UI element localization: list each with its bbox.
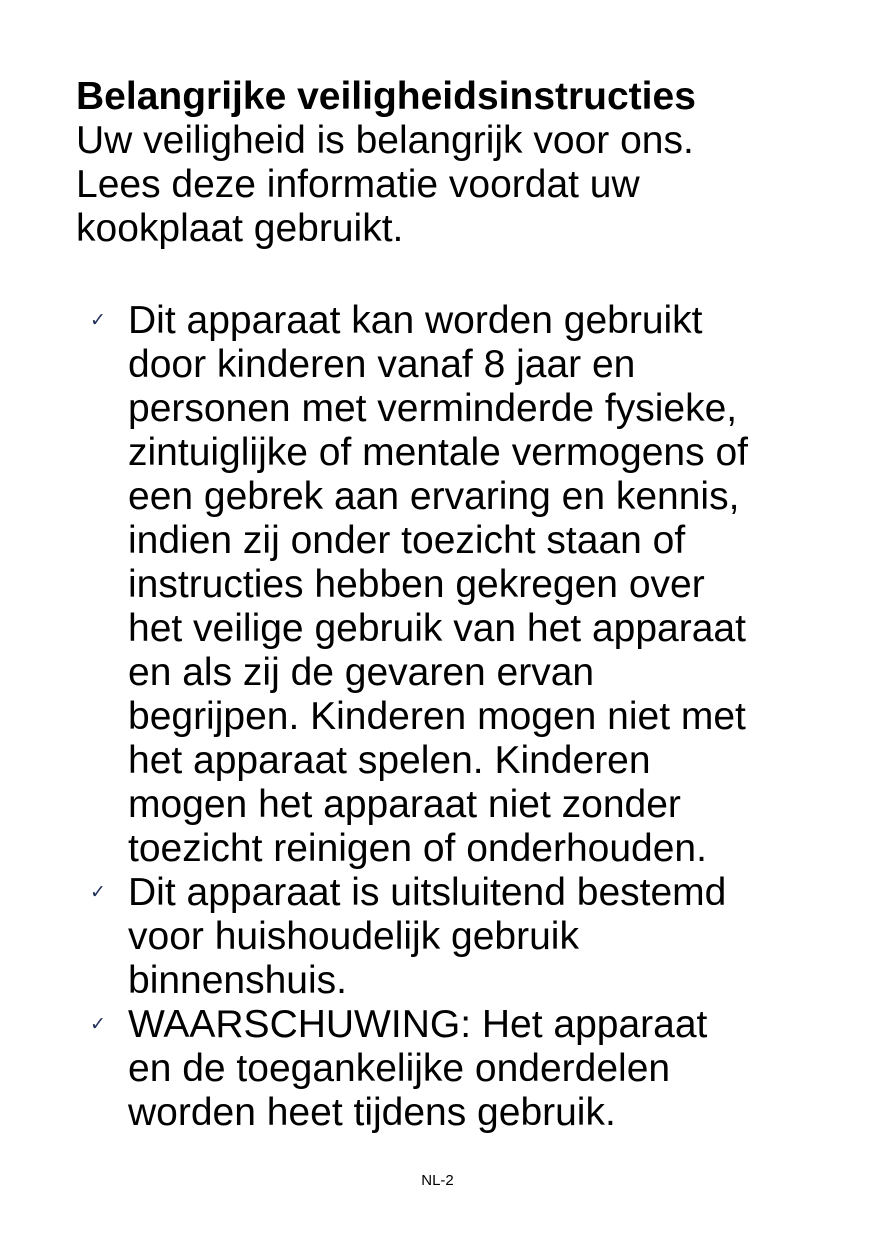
- list-item-line: het apparaat spelen. Kinderen: [128, 739, 651, 782]
- check-mark-icon: ✓: [90, 1014, 106, 1035]
- list-item-line: en als zij de gevaren ervan: [128, 651, 595, 694]
- list-item-line: Dit apparaat kan worden gebruikt: [128, 299, 703, 342]
- list-item-line: indien zij onder toezicht staan of: [128, 519, 686, 562]
- check-mark-icon: ✓: [90, 882, 106, 903]
- list-item: [0, 871, 875, 1003]
- list-item-line: Dit apparaat is uitsluitend bestemd: [128, 871, 727, 914]
- page-number: NL-2: [421, 1172, 454, 1189]
- intro-line: Uw veiligheid is belangrijk voor ons.: [76, 119, 694, 162]
- list-item-line: en de toegankelijke onderdelen: [128, 1047, 671, 1090]
- list-item-line: zintuiglijke of mentale vermogens of: [128, 431, 748, 474]
- list-item-line: binnenshuis.: [128, 959, 347, 1002]
- list-item-line: voor huishoudelijk gebruik: [128, 915, 579, 958]
- safety-instructions-list: [0, 299, 875, 1135]
- list-item-line: door kinderen vanaf 8 jaar en: [128, 343, 636, 386]
- list-item-line: toezicht reinigen of onderhouden.: [128, 827, 707, 870]
- list-item-line: een gebrek aan ervaring en kennis,: [128, 475, 740, 518]
- list-item-line: worden heet tijdens gebruik.: [128, 1091, 616, 1134]
- intro-line: Lees deze informatie voordat uw: [76, 163, 640, 206]
- intro-section: [76, 75, 856, 251]
- intro-line: kookplaat gebruikt.: [76, 207, 404, 250]
- page-title: Belangrijke veiligheidsinstructies: [76, 75, 696, 118]
- list-item-line: instructies hebben gekregen over: [128, 563, 705, 606]
- list-item-line: het veilige gebruik van het apparaat: [128, 607, 746, 650]
- list-item-line: mogen het apparaat niet zonder: [128, 783, 681, 826]
- list-item-line: WAARSCHUWING: Het apparaat: [128, 1003, 708, 1046]
- list-item: [0, 1003, 875, 1135]
- list-item-line: begrijpen. Kinderen mogen niet met: [128, 695, 746, 738]
- check-mark-icon: ✓: [90, 310, 106, 331]
- list-item: [0, 299, 875, 871]
- list-item-line: personen met verminderde fysieke,: [128, 387, 738, 430]
